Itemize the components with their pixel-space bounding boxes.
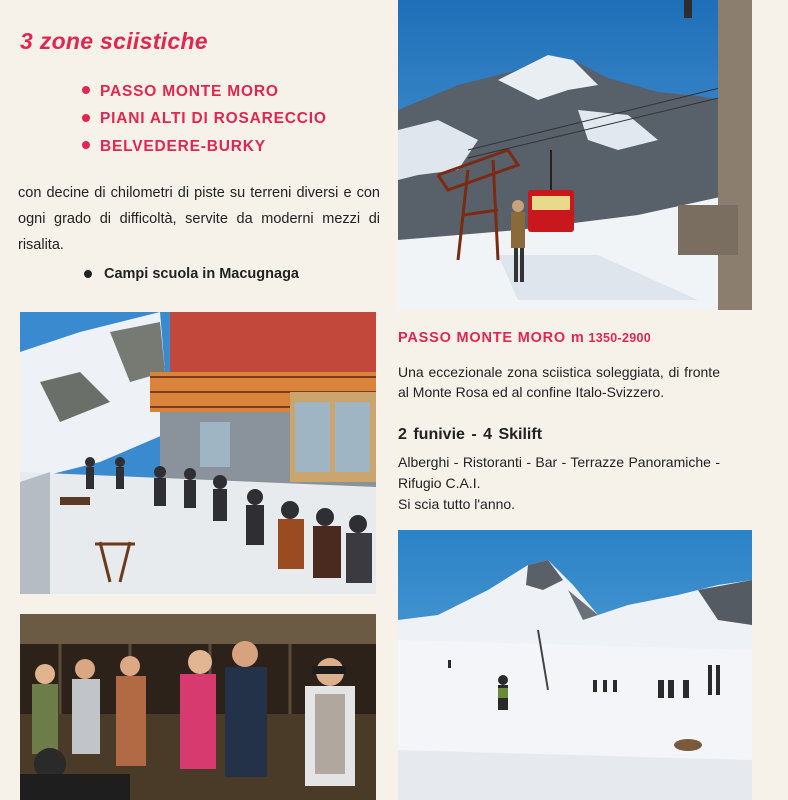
bullet-icon	[82, 86, 90, 94]
page-title: 3 zone sciistiche	[20, 28, 208, 54]
campi-scuola-label: Campi scuola in Macugnaga	[104, 266, 299, 282]
ski-slope-photo	[398, 530, 752, 800]
cable-car-photo	[398, 0, 752, 310]
zone-list	[82, 78, 327, 161]
zone-label: PASSO MONTE MORO	[100, 82, 279, 100]
section-title	[398, 330, 651, 346]
bullet-icon	[82, 114, 90, 122]
dance-photo	[20, 614, 376, 800]
zone-item	[82, 133, 327, 161]
bullet-icon	[84, 270, 92, 278]
altitude-range: 1350-2900	[588, 331, 652, 345]
lifts-summary: 2 funivie - 4 Skilift	[398, 426, 543, 443]
terrace-photo	[20, 312, 376, 594]
bullet-icon	[82, 141, 90, 149]
section-description: Una eccezionale zona sciistica soleggiata, di fronte al Monte Rosa ed al confine Italo-Svizzero.	[398, 364, 720, 400]
zone-item	[82, 78, 327, 106]
section-title-text: PASSO MONTE MORO m	[398, 330, 585, 346]
campi-scuola-line	[84, 266, 299, 282]
intro-paragraph: con decine di chilometri di piste su terreni diversi e con ogni grado di difficoltà, servite da moderni mezzi di risalita.	[18, 185, 380, 253]
zone-label: BELVEDERE-BURKY	[100, 137, 266, 155]
note-text: Si scia tutto l'anno.	[398, 496, 516, 512]
zone-item	[82, 106, 327, 134]
services-text: Alberghi - Ristoranti - Bar - Terrazze Panoramiche - Rifugio C.A.I.	[398, 454, 720, 491]
zone-label: PIANI ALTI DI ROSARECCIO	[100, 110, 327, 128]
section-details	[398, 452, 720, 515]
